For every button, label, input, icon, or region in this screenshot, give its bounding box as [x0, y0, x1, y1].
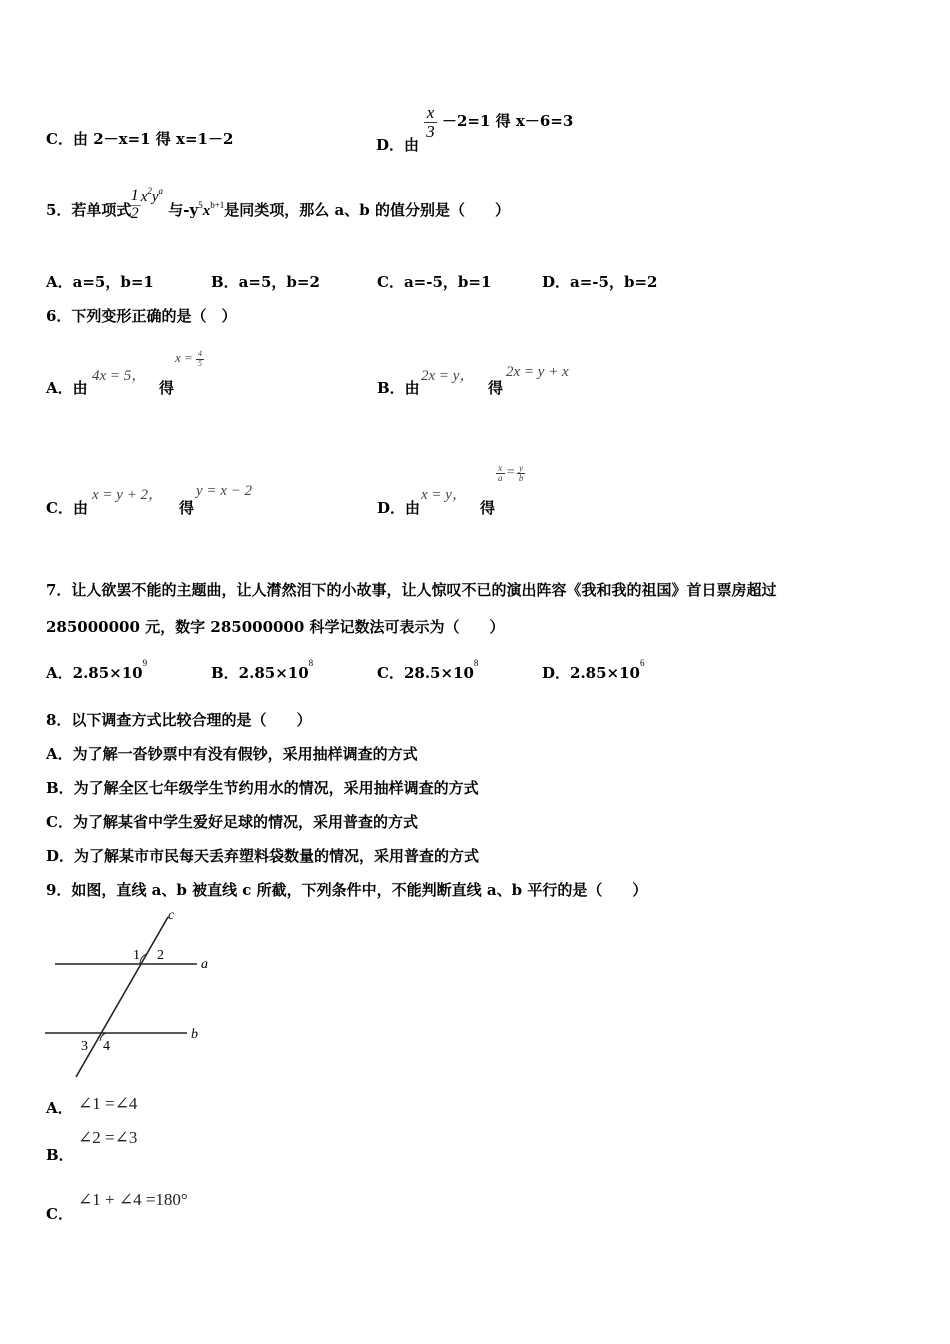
q5-monomial-1: $x^2y^a$	[140, 186, 164, 206]
label-angle-2: 2	[157, 948, 164, 963]
label-b: b	[191, 1027, 198, 1042]
label-angle-3: 3	[81, 1039, 88, 1054]
q5-monomial-2: 与$-y^5x^{b+1}$	[168, 200, 225, 220]
label-a: a	[201, 957, 208, 972]
q8-stem: 8．以下调查方式比较合理的是（ ）	[46, 711, 312, 729]
q8-option-a: A．为了解一沓钞票中有没有假钞，采用抽样调查的方式	[46, 745, 418, 763]
q9-option-a-expr: ∠1 =∠4	[78, 1094, 138, 1113]
q9-figure	[40, 905, 220, 1083]
q9-option-c-expr: ∠1 + ∠4 =180°	[78, 1190, 188, 1209]
q5-fraction: $\frac{1}{2}$	[130, 187, 139, 222]
q5-stem: 5．若单项式 $\frac{1}{2}$ $x^2y^a$ 与$-y^5x^{b+1}$是同类项，那么 a、b 的值分别是（ ）	[46, 186, 510, 222]
q4-option-d: D．由 $\frac{x}{3}$ －2=1 得 x－6=3	[376, 103, 574, 155]
q8-option-d: D．为了解某市市民每天丢弃塑料袋数量的情况，采用普查的方式	[46, 847, 480, 865]
q7-stem-line1: 7．让人欲罢不能的主题曲，让人潸然泪下的小故事，让人惊叹不已的演出阵容《我和我的祖国》首日票房超过	[46, 581, 777, 599]
q5-option-d: D．a=-5，b=2	[542, 273, 658, 291]
q6-option-d-result: $\frac{x}{a}$ = $\frac{y}{b}$	[498, 463, 524, 484]
q6-stem: 6．下列变形正确的是（ ）	[46, 307, 237, 325]
q4-c-expression: 2－x=1 得 x=1－2	[93, 130, 234, 148]
q7-stem-line2: 285000000 元，数字 285000000 科学记数法可表示为（ ）	[46, 618, 505, 636]
q9-option-a-label: A．	[46, 1099, 73, 1117]
q6-option-a-result: x = $\frac{4}{5}$	[175, 349, 203, 368]
q6-option-a-label: A．由	[46, 379, 88, 397]
q7-option-b: B．$2.85\times 10^8$	[211, 658, 314, 682]
q4-option-c: C．由 2－x=1 得 x=1－2	[46, 130, 234, 148]
label-angle-4: 4	[103, 1039, 110, 1054]
q6-option-b-label: B．由	[377, 379, 420, 397]
q6-option-d-label: D．由	[377, 499, 421, 517]
q6-option-a-condition: 4x = 5，	[92, 368, 147, 384]
q8-option-b: B．为了解全区七年级学生节约用水的情况，采用抽样调查的方式	[46, 779, 479, 797]
q9-stem: 9．如图，直线 a、b 被直线 c 所截，下列条件中，不能判断直线 a、b 平行的是（ ）	[46, 881, 648, 899]
q6-option-d-condition: x = y，	[421, 487, 467, 503]
label-angle-1: 1	[133, 948, 140, 963]
q7-option-c: C．$28.5\times 10^8$	[377, 658, 479, 682]
q8-option-c: C．为了解某省中学生爱好足球的情况，采用普查的方式	[46, 813, 418, 831]
q6-option-b-de: 得	[488, 379, 504, 397]
q6-option-a-de: 得	[159, 379, 175, 397]
line-c	[76, 917, 168, 1077]
q6-option-c-label: C．由	[46, 499, 88, 517]
label-c: c	[168, 908, 175, 923]
q9-option-b-expr: ∠2 =∠3	[78, 1128, 138, 1147]
q6-option-b-condition: 2x = y，	[421, 368, 475, 384]
q7-option-a: A．$2.85\times 10^9$	[46, 658, 148, 682]
q6-option-c-de: 得	[179, 499, 195, 517]
q6-option-b-result: 2x = y + x	[506, 364, 569, 380]
q5-option-a: A．a=5，b=1	[46, 273, 154, 291]
q9-option-c-label: C．	[46, 1205, 73, 1223]
q5-option-c: C．a=-5，b=1	[377, 273, 492, 291]
q6-option-c-result: y = x − 2	[196, 483, 253, 499]
q4-d-fraction: $\frac{x}{3}$	[426, 103, 435, 141]
q6-option-c-condition: x = y + 2，	[92, 487, 164, 503]
q9-option-b-label: B．	[46, 1146, 74, 1164]
q7-option-d: D．$2.85\times 10^6$	[542, 658, 645, 682]
q6-option-d-de: 得	[480, 499, 496, 517]
q5-option-b: B．a=5，b=2	[211, 273, 320, 291]
